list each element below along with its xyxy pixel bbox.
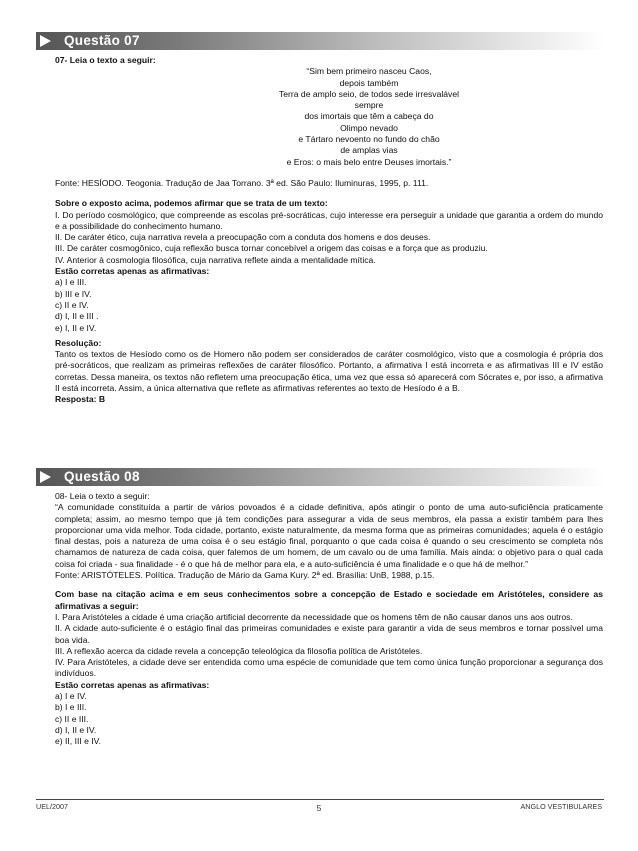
poem-line: dos imortais que têm a cabeça do bbox=[304, 111, 434, 122]
q08-option-c: c) II e III. bbox=[55, 713, 89, 724]
poem-line: Olimpo nevado bbox=[340, 122, 398, 133]
q07-statement-3: III. De caráter cosmogônico, cuja reflexão busca tornar concebível a origem das coisas e a força que as produziu. bbox=[55, 243, 488, 254]
question-07-body bbox=[55, 55, 603, 406]
q08-quote: “A comunidade constituída a partir de vários povoados é a cidade definitiva, após atingir o ponto de uma auto-suficiência praticamente completa; assim, ao mesmo tempo que já tem condições para assegurar a vida de seus membros, ela passa a existir também para lhes proporcionar uma vida melhor. Toda cidade, portanto, existe naturalmente, da mesma forma que as primeiras comunidades; aquela é o estágio final destas, pois a natureza de uma coisa é o seu estágio final, porquanto o que cada coisa é quando o seu crescimento se completa nós chamamos de natureza de cada coisa, quer falemos de um homem, de um cavalo ou de uma família. Mais ainda: o objetivo para o qual cada coisa foi criada - sua finalidade - é o que há de melhor para ela, e a auto-suficiência é uma finalidade e o que há de melhor.” bbox=[55, 502, 603, 569]
q08-statement-3: III. A reflexão acerca da cidade revela a concepção teleológica da filosofia política de Aristóteles. bbox=[55, 645, 423, 656]
q07-option-b: b) III e IV. bbox=[55, 288, 92, 299]
q07-options-title: Estão corretas apenas as afirmativas: bbox=[55, 266, 210, 277]
page-number: 5 bbox=[316, 803, 322, 813]
q08-statement-1: I. Para Aristóteles a cidade é uma criação artificial decorrente da necessidade que os homens têm de não causar danos uns aos outros. bbox=[55, 611, 573, 622]
q07-option-c: c) II e IV. bbox=[55, 299, 89, 310]
q08-intro: 08- Leia o texto a seguir: bbox=[55, 491, 150, 501]
arrow-right-icon bbox=[40, 471, 51, 483]
q07-intro: 07- Leia o texto a seguir: bbox=[55, 55, 156, 65]
q07-statement-4: IV. Anterior à cosmologia filosófica, cuja narrativa reflete ainda a mentalidade mítica. bbox=[55, 254, 376, 265]
q08-option-e: e) II, III e IV. bbox=[55, 736, 102, 747]
q07-option-e: e) I, II e IV. bbox=[55, 322, 97, 333]
poem-line: depois também bbox=[339, 77, 399, 88]
q07-answer: Resposta: B bbox=[55, 394, 106, 405]
q07-poem bbox=[55, 66, 603, 168]
poem-line: de amplas vias bbox=[340, 145, 398, 156]
q08-statement-4: IV. Para Aristóteles, a cidade deve ser entendida como uma espécie de comunidade que tem como única função proporcionar a segurança dos indivíduos. bbox=[55, 657, 603, 679]
q08-option-d: d) I, II e IV. bbox=[55, 724, 97, 735]
poem-line: sempre bbox=[354, 100, 384, 111]
q07-statement-1: I. Do período cosmológico, que compreende as escolas pré-socráticas, cujo interesse era perseguir a unidade que garantia a ordem do mundo e a possibilidade do conhecimento humano. bbox=[55, 209, 603, 231]
q07-prompt: Sobre o exposto acima, podemos afirmar que se trata de um texto: bbox=[55, 198, 328, 209]
q07-source: Fonte: HESÍODO. Teogonia. Tradução de Jaa Torrano. 3ª ed. São Paulo: Iluminuras, 1995, p. 111. bbox=[55, 177, 429, 188]
poem-line: e Eros: o mais belo entre Deuses imortais.” bbox=[286, 156, 452, 167]
q07-resolution-title: Resolução: bbox=[55, 337, 102, 348]
question-08-body bbox=[55, 491, 603, 748]
q08-options-title: Estão corretas apenas as afirmativas: bbox=[55, 679, 210, 690]
question-07-header bbox=[36, 32, 604, 50]
q07-option-d: d) I, II e III . bbox=[55, 311, 99, 322]
q07-statement-2: II. De caráter ético, cuja narrativa revela a preocupação com a conduta dos homens e dos deuses. bbox=[55, 232, 431, 243]
q08-option-b: b) I e III. bbox=[55, 702, 87, 713]
poem-line: “Sim bem primeiro nasceu Caos, bbox=[306, 66, 432, 77]
footer-left: UEL/2007 bbox=[36, 802, 68, 811]
poem-line: Terra de amplo seio, de todos sede irresvalável bbox=[278, 88, 460, 99]
arrow-right-icon bbox=[40, 35, 51, 47]
question-07-title: Questão 07 bbox=[64, 33, 140, 48]
footer-right: ANGLO VESTIBULARES bbox=[520, 802, 602, 811]
q07-option-a: a) I e III. bbox=[55, 277, 87, 288]
footer-divider bbox=[36, 799, 604, 800]
question-08-header bbox=[36, 468, 604, 486]
poem-line: e Tártaro nevoento no fundo do chão bbox=[298, 134, 440, 145]
q08-source: Fonte: ARISTÓTELES. Política. Tradução de Mário da Gama Kury. 2ª ed. Brasília: UnB, 1988, p.15. bbox=[55, 570, 435, 581]
q08-option-a: a) I e IV. bbox=[55, 691, 87, 702]
q07-resolution-text: Tanto os textos de Hesíodo como os de Homero não podem ser considerados de caráter cosmológico, visto que a cosmologia é própria dos pré-socráticos, que realizam as primeiras reflexões de caráter filosófico. Portanto, a afirmativa I está incorreta e as afirmativas III e IV estão corretas. Dessa maneira, os textos não refletem uma preocupação ética, uma vez que essa só aparecerá com Sócrates e, por isso, a afirmativa II está incorreta. Assim, a única alternativa que reflete as afirmativas referentes ao texto de Hesíodo é a B. bbox=[55, 349, 603, 394]
question-08-title: Questão 08 bbox=[64, 469, 140, 484]
q08-statement-2: II. A cidade auto-suficiente é o estágio final das primeiras comunidades e existe para garantir a vida de seus membros e tornar possível uma boa vida. bbox=[55, 623, 603, 645]
q08-prompt: Com base na citação acima e em seus conhecimentos sobre a concepção de Estado e sociedade em Aristóteles, considere as afirmativas a seguir: bbox=[55, 589, 603, 611]
